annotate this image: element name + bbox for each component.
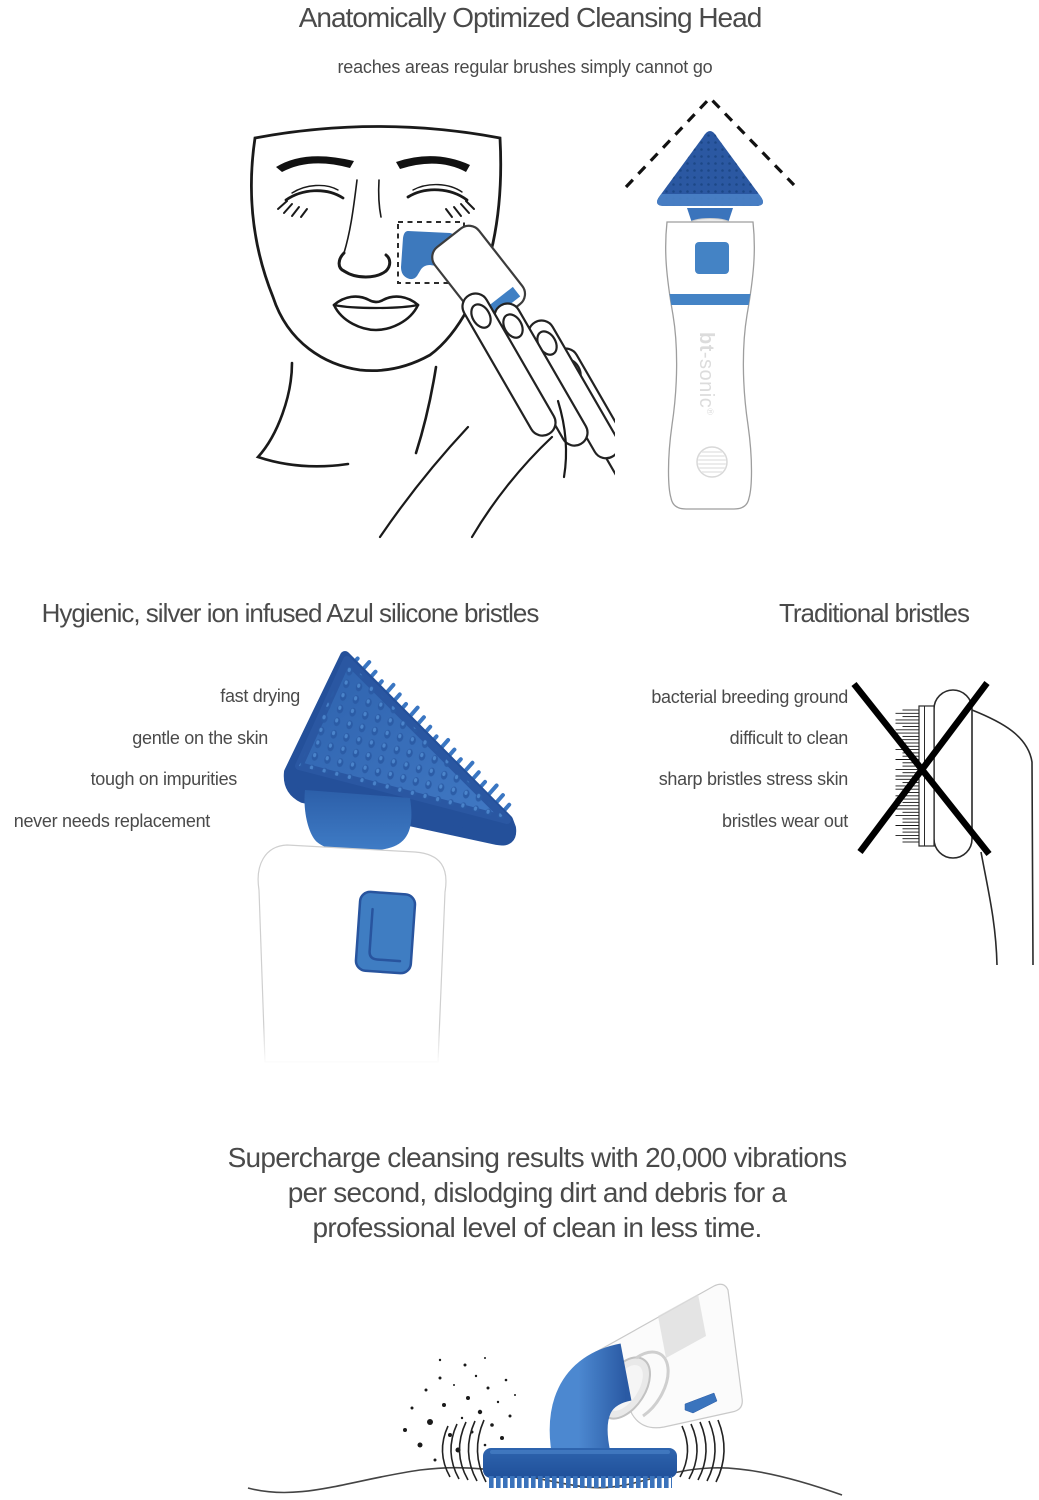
vibration-line: professional level of clean in less time.: [312, 1212, 762, 1243]
power-button: [355, 891, 415, 974]
vibration-line: per second, dislodging dirt and debris for a: [287, 1177, 787, 1208]
brush-teeth: [488, 1476, 672, 1488]
azul-feature: tough on impurities: [90, 769, 237, 789]
accent-band: [666, 294, 754, 305]
vibration-copy: [137, 1140, 937, 1245]
traditional-drawback: sharp bristles stress skin: [658, 769, 848, 789]
traditional-drawback: difficult to clean: [729, 728, 848, 748]
vibration-arcs-left: [442, 1420, 486, 1482]
brush-base-highlight: [490, 1450, 670, 1454]
handle-fade: [245, 1025, 630, 1065]
traditional-brush-illustration: [850, 660, 1039, 1000]
power-button: [695, 242, 729, 274]
brush-handle-inner: [981, 852, 997, 965]
left-eyebrow: [276, 156, 354, 172]
lips: [334, 297, 418, 330]
hand: [458, 289, 615, 487]
vibration-line: Supercharge cleansing results with 20,000 vibrations: [227, 1142, 847, 1173]
traditional-drawback: bristles wear out: [722, 811, 848, 831]
nose: [339, 180, 390, 277]
brush-collar: [304, 790, 411, 852]
azul-heading: Hygienic, silver ion infused Azul silicone bristles: [41, 598, 539, 628]
brush-handle-outer: [972, 710, 1033, 965]
page-title: Anatomically Optimized Cleansing Head: [298, 2, 762, 33]
left-eye-closed: [278, 185, 343, 217]
right-eyebrow: [396, 156, 470, 172]
neck-line-right: [416, 367, 436, 453]
neck-line-left: [258, 363, 348, 466]
vibration-arcs-right: [680, 1420, 724, 1482]
brand-logo-text: bt-sonic®: [695, 332, 717, 416]
right-eye-closed: [408, 185, 474, 217]
azul-feature: fast drying: [220, 686, 300, 706]
triangle-brush-head: [653, 125, 773, 210]
azul-brush-illustration: [245, 640, 630, 1065]
page-subtitle: reaches areas regular brushes simply cannot go: [337, 57, 713, 77]
device-illustration: [600, 90, 835, 525]
traditional-drawback: bacterial breeding ground: [651, 687, 848, 707]
azul-feature: gentle on the skin: [132, 728, 268, 748]
face-cleansing-illustration: [230, 105, 615, 540]
vibration-illustration: [230, 1280, 860, 1500]
traditional-heading: Traditional bristles: [778, 598, 969, 628]
azul-feature: never needs replacement: [13, 811, 210, 831]
